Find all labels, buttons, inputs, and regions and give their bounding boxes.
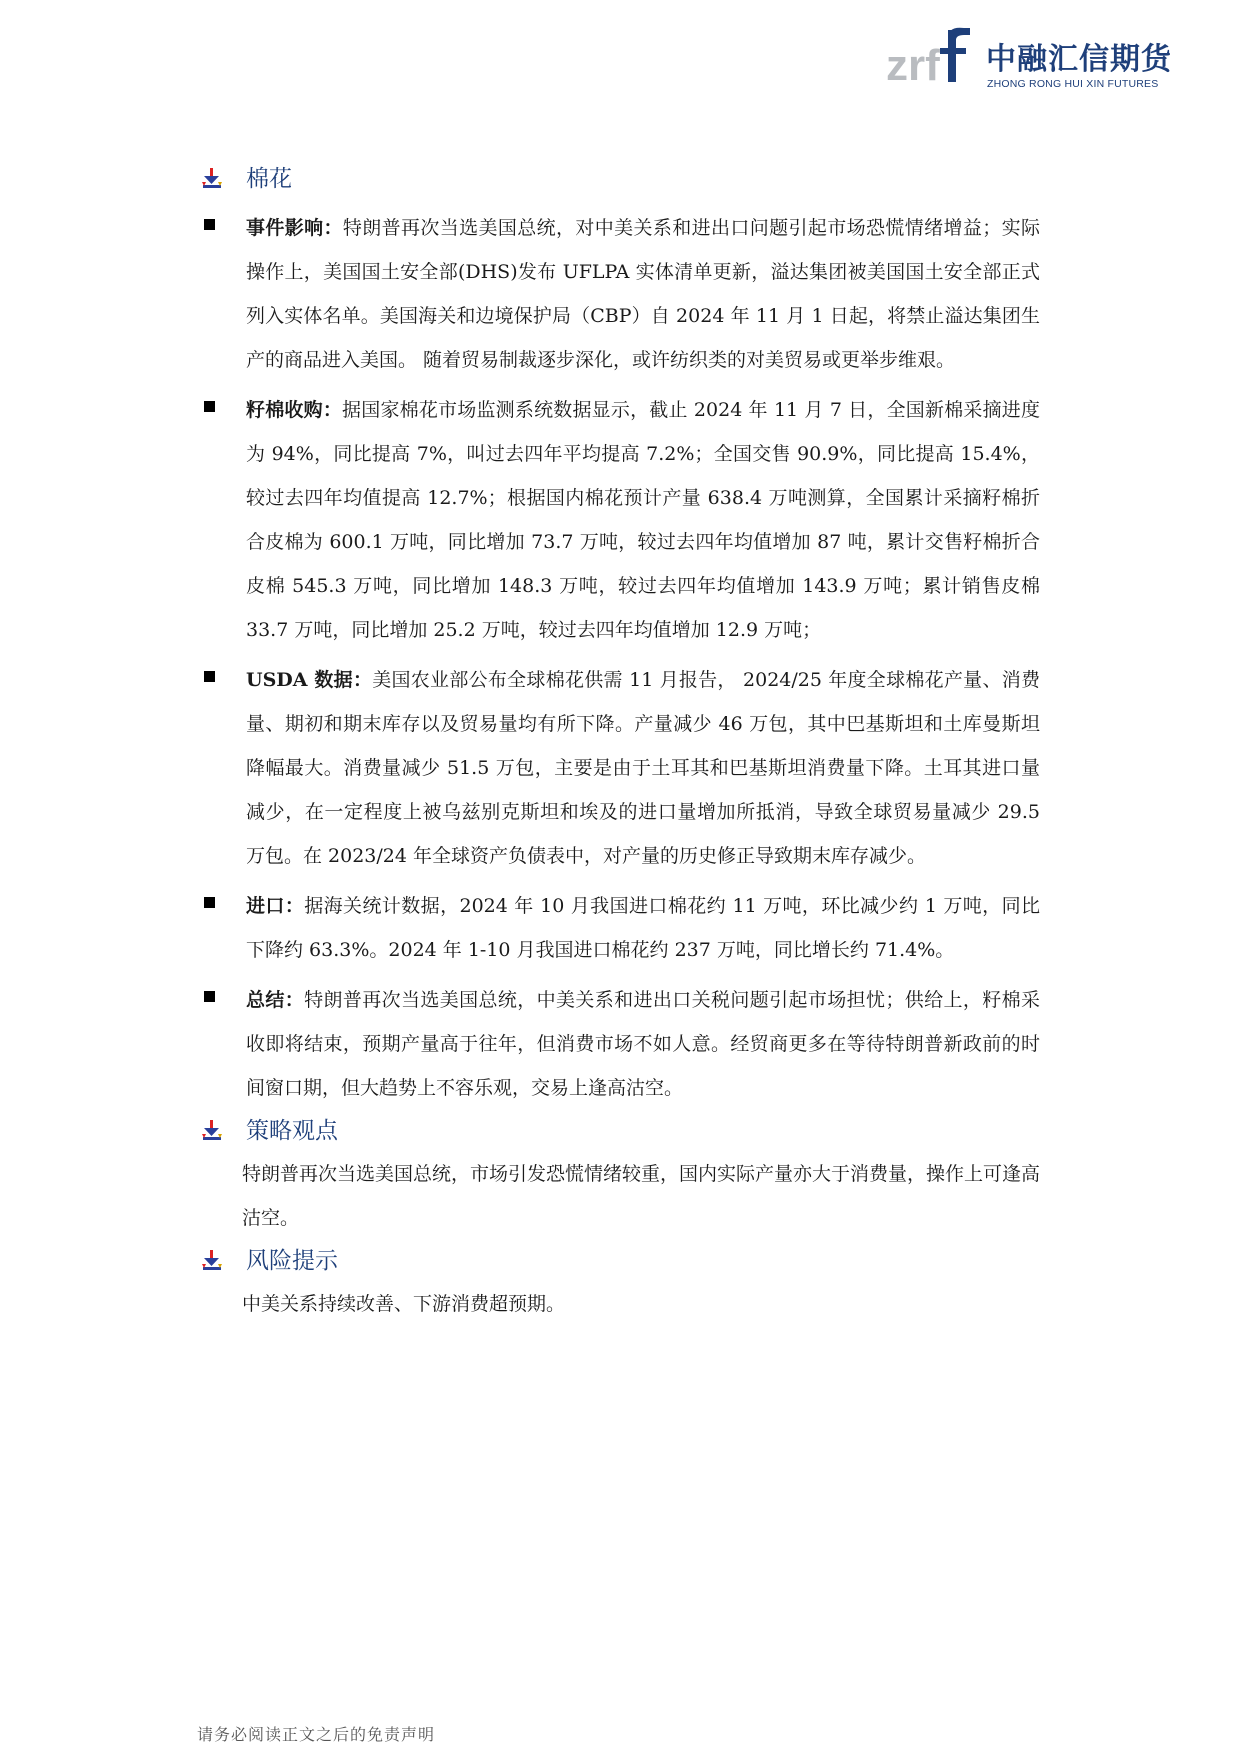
section-arrow-icon [200, 1120, 224, 1144]
report-content [200, 158, 1040, 1326]
section-arrow-icon [200, 168, 224, 192]
section-cotton-header [200, 158, 1040, 200]
bullet-square-icon [204, 401, 215, 412]
bullet-label: 籽棉收购： [246, 399, 343, 421]
section-strategy-header [200, 1110, 1040, 1152]
bullet-label: 进口： [246, 895, 305, 917]
risk-text: 中美关系持续改善、下游消费超预期。 [242, 1293, 566, 1315]
bullet-imports [200, 884, 1040, 972]
bullet-seed-cotton-purchase [200, 388, 1040, 652]
strategy-text: 特朗普再次当选美国总统，市场引发恐慌情绪较重，国内实际产量亦大于消费量，操作上可逢高沽空。 [242, 1163, 1041, 1229]
bullet-text: 美国农业部公布全球棉花供需 11 月报告， 2024/25 年度全球棉花产量、消费量、期初和期末库存以及贸易量均有所下降。产量减少 46 万包，其中巴基斯坦和土库曼斯坦降幅最大。消费量减少 51.5 万包，主要是由于土耳其和巴基斯坦消费量下降。土耳其进口量减少，在一定程度上被乌兹别克斯坦和埃及的进口量增加所抵消，导致全球贸易量减少 29.5 万包。在 2023/24 年全球资产负债表中，对产量的历史修正导致期末库存减少。 [246, 669, 1041, 867]
section-risk-header [200, 1240, 1040, 1282]
bullet-event-impact [200, 206, 1040, 382]
svg-text:zrf: zrf [886, 41, 940, 90]
bullet-square-icon [204, 897, 215, 908]
logo-chinese-name: 中融汇信期货 [986, 42, 1172, 77]
bullet-text: 特朗普再次当选美国总统，对中美关系和进出口问题引起市场恐慌情绪增益；实际操作上，美国国土安全部(DHS)发布 UFLPA 实体清单更新，溢达集团被美国国土安全部正式列入实体名单。美国海关和边境保护局（CBP）自 2024 年 11 月 1 日起，将禁止溢达集团生产的商品进入美国。 随着贸易制裁逐步深化，或许纺织类的对美贸易或更举步维艰。 [246, 217, 1040, 371]
section-title: 风险提示 [246, 1248, 338, 1274]
zrf-logo-mark [886, 26, 976, 92]
bullet-label: 事件影响： [246, 217, 343, 239]
bullet-summary [200, 978, 1040, 1110]
bullet-usda-data [200, 658, 1040, 878]
section-title: 棉花 [246, 166, 292, 192]
bullet-square-icon [204, 671, 215, 682]
section-arrow-icon [200, 1250, 224, 1274]
bullet-label: 总结： [246, 989, 305, 1011]
bullet-square-icon [204, 991, 215, 1002]
bullet-square-icon [204, 219, 215, 230]
bullet-text: 特朗普再次当选美国总统，中美关系和进出口关税问题引起市场担忧；供给上，籽棉采收即将结束，预期产量高于往年，但消费市场不如人意。经贸商更多在等待特朗普新政前的时间窗口期，但大趋势上不容乐观，交易上逢高沽空。 [246, 989, 1040, 1099]
section-title: 策略观点 [246, 1118, 338, 1144]
bullet-text: 据海关统计数据，2024 年 10 月我国进口棉花约 11 万吨，环比减少约 1 万吨，同比下降约 63.3%。2024 年 1-10 月我国进口棉花约 237 万吨，同比增长约 71.4%。 [246, 895, 1040, 961]
bullet-label: USDA 数据： [246, 669, 373, 691]
company-logo [886, 26, 1186, 96]
bullet-text: 据国家棉花市场监测系统数据显示，截止 2024 年 11 月 7 日，全国新棉采摘进度为 94%，同比提高 7%，叫过去四年平均提高 7.2%；全国交售 90.9%，同比提高 15.4%，较过去四年均值提高 12.7%；根据国内棉花预计产量 638.4 万吨测算，全国累计采摘籽棉折合皮棉为 600.1 万吨，同比增加 73.7 万吨，较过去四年均值增加 87 吨，累计交售籽棉折合皮棉 545.3 万吨，同比增加 148.3 万吨，较过去四年均值增加 143.9 万吨；累计销售皮棉 33.7 万吨，同比增加 25.2 万吨，较过去四年均值增加 12.9 万吨； [246, 399, 1040, 641]
disclaimer-footer: 请务必阅读正文之后的免责声明 [197, 1725, 436, 1744]
logo-english-name: ZHONG RONG HUI XIN FUTURES [987, 78, 1159, 90]
